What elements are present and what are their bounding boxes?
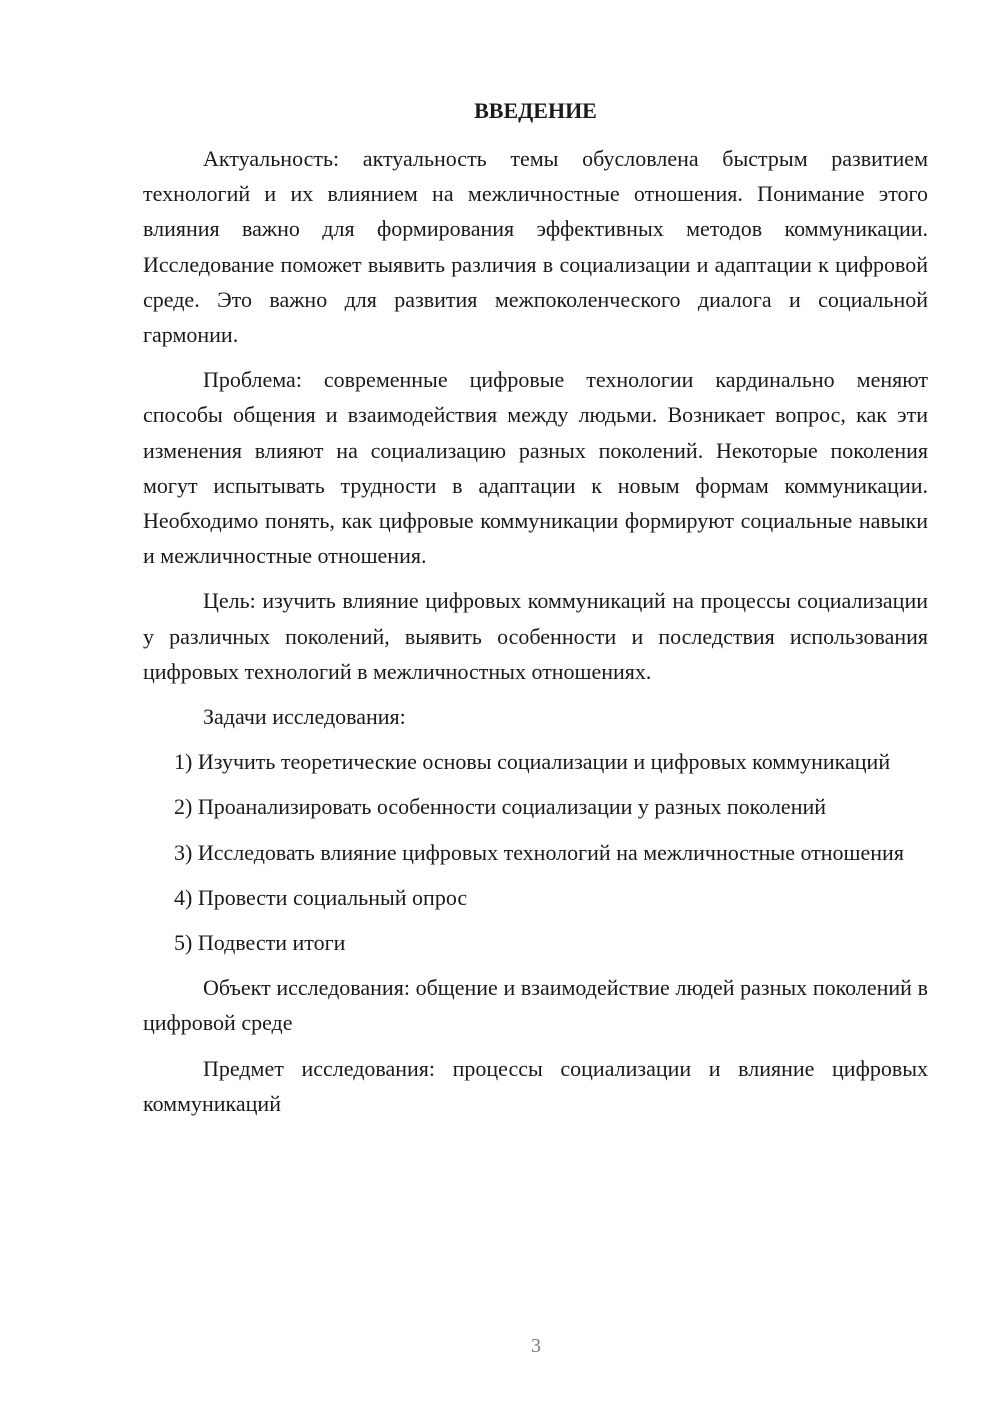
task-item: 2) Проанализировать особенности социализации у разных поколений <box>174 794 827 820</box>
task-item: 3) Исследовать влияние цифровых технологий на межличностные отношения <box>174 839 904 865</box>
task-item: 4) Провести социальный опрос <box>174 884 468 910</box>
document-page <box>143 96 928 1131</box>
page-number: 3 <box>531 1335 541 1357</box>
task-item: 5) Подвести итоги <box>174 930 346 956</box>
problem-paragraph: Проблема: современные цифровые технологии кардинально меняют способы общения и взаимодействия между людьми. Возникает вопрос, как эти изменения влияют на социализацию разных поколений. Некоторые поколения могут испытывать трудности в адаптации к новым формам коммуникации. Необходимо понять, как цифровые коммуникации формируют социальные навыки и межличностные отношения. <box>143 367 928 569</box>
subject-paragraph: Предмет исследования: процессы социализации и влияние цифровых коммуникаций <box>143 1055 928 1116</box>
goal-paragraph: Цель: изучить влияние цифровых коммуникаций на процессы социализации у различных поколений, выявить особенности и последствия использования цифровых технологий в межличностных отношениях. <box>143 588 928 684</box>
tasks-heading: Задачи исследования: <box>203 704 406 730</box>
task-item: 1) Изучить теоретические основы социализации и цифровых коммуникаций <box>174 749 891 775</box>
object-paragraph: Объект исследования: общение и взаимодействие людей разных поколений в цифровой среде <box>143 975 928 1036</box>
relevance-paragraph: Актуальность: актуальность темы обусловлена быстрым развитием технологий и их влиянием на межличностные отношения. Понимание этого влияния важно для формирования эффективных методов коммуникации. Исследование поможет выявить различия в социализации и адаптации к цифровой среде. Это важно для развития межпоколенческого диалога и социальной гармонии. <box>143 146 928 348</box>
section-title: ВВЕДЕНИЕ <box>474 98 597 123</box>
